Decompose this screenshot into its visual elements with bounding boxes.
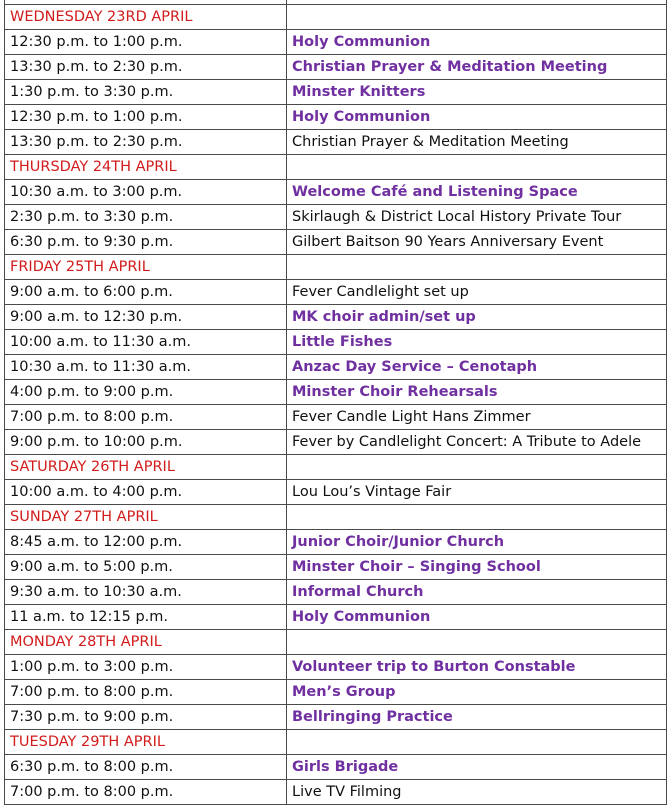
event-cell: Holy Communion: [287, 30, 667, 55]
event-row: [5, 530, 667, 555]
event-row: [5, 755, 667, 780]
event-row: [5, 330, 667, 355]
time-cell: 7:30 p.m. to 9:00 p.m.: [5, 705, 287, 730]
event-row: [5, 430, 667, 455]
time-cell: 6:30 p.m. to 8:00 p.m.: [5, 755, 287, 780]
event-cell: Minster Choir Rehearsals: [287, 380, 667, 405]
event-row: [5, 55, 667, 80]
event-cell: Holy Communion: [287, 605, 667, 630]
event-row: [5, 655, 667, 680]
schedule-table: [4, 0, 667, 805]
day-heading: MONDAY 28TH APRIL: [5, 630, 287, 655]
event-cell: Welcome Café and Listening Space: [287, 180, 667, 205]
event-cell: [287, 455, 667, 480]
event-row: [5, 605, 667, 630]
event-row: [5, 355, 667, 380]
time-cell: 6:30 p.m. to 9:30 p.m.: [5, 230, 287, 255]
time-cell: 12:30 p.m. to 1:00 p.m.: [5, 105, 287, 130]
event-row: [5, 280, 667, 305]
day-heading-row: [5, 505, 667, 530]
event-cell: Live TV Filming: [287, 780, 667, 805]
day-heading-row: [5, 730, 667, 755]
event-row: [5, 380, 667, 405]
event-cell: Holy Communion: [287, 105, 667, 130]
event-cell: Lou Lou’s Vintage Fair: [287, 480, 667, 505]
event-cell: [287, 505, 667, 530]
time-cell: 9:00 a.m. to 12:30 p.m.: [5, 305, 287, 330]
event-cell: MK choir admin/set up: [287, 305, 667, 330]
event-row: [5, 30, 667, 55]
event-cell: Girls Brigade: [287, 755, 667, 780]
time-cell: 9:00 a.m. to 5:00 p.m.: [5, 555, 287, 580]
event-cell: Bellringing Practice: [287, 705, 667, 730]
event-cell: Volunteer trip to Burton Constable: [287, 655, 667, 680]
time-cell: 10:00 a.m. to 4:00 p.m.: [5, 480, 287, 505]
day-heading: TUESDAY 29TH APRIL: [5, 730, 287, 755]
time-cell: 7:00 p.m. to 8:00 p.m.: [5, 780, 287, 805]
day-heading: WEDNESDAY 23RD APRIL: [5, 5, 287, 30]
event-cell: Christian Prayer & Meditation Meeting: [287, 130, 667, 155]
event-row: [5, 305, 667, 330]
event-cell: Informal Church: [287, 580, 667, 605]
event-cell: [287, 630, 667, 655]
event-cell: [287, 255, 667, 280]
day-heading-row: [5, 255, 667, 280]
time-cell: 7:00 p.m. to 8:00 p.m.: [5, 680, 287, 705]
day-heading: THURSDAY 24TH APRIL: [5, 155, 287, 180]
time-cell: 1:30 p.m. to 3:30 p.m.: [5, 80, 287, 105]
event-row: [5, 480, 667, 505]
time-cell: 13:30 p.m. to 2:30 p.m.: [5, 130, 287, 155]
event-row: [5, 205, 667, 230]
day-heading-row: [5, 155, 667, 180]
event-cell: Men’s Group: [287, 680, 667, 705]
event-row: [5, 555, 667, 580]
day-heading-row: [5, 455, 667, 480]
event-cell: Gilbert Baitson 90 Years Anniversary Event: [287, 230, 667, 255]
event-cell: Skirlaugh & District Local History Private Tour: [287, 205, 667, 230]
event-row: [5, 80, 667, 105]
time-cell: 10:30 a.m. to 11:30 a.m.: [5, 355, 287, 380]
event-row: [5, 130, 667, 155]
day-heading: FRIDAY 25TH APRIL: [5, 255, 287, 280]
event-row: [5, 780, 667, 805]
event-cell: [287, 730, 667, 755]
time-cell: 7:00 p.m. to 8:00 p.m.: [5, 405, 287, 430]
event-cell: Anzac Day Service – Cenotaph: [287, 355, 667, 380]
event-row: [5, 180, 667, 205]
event-row: [5, 405, 667, 430]
event-cell: Minster Choir – Singing School: [287, 555, 667, 580]
day-heading: SUNDAY 27TH APRIL: [5, 505, 287, 530]
event-cell: Minster Knitters: [287, 80, 667, 105]
event-cell: Junior Choir/Junior Church: [287, 530, 667, 555]
event-cell: Little Fishes: [287, 330, 667, 355]
day-heading-row: [5, 5, 667, 30]
event-cell: [287, 155, 667, 180]
time-cell: 9:00 a.m. to 6:00 p.m.: [5, 280, 287, 305]
event-row: [5, 705, 667, 730]
event-cell: [287, 5, 667, 30]
time-cell: 12:30 p.m. to 1:00 p.m.: [5, 30, 287, 55]
time-cell: 8:45 a.m. to 12:00 p.m.: [5, 530, 287, 555]
time-cell: 10:00 a.m. to 11:30 a.m.: [5, 330, 287, 355]
time-cell: 9:00 p.m. to 10:00 p.m.: [5, 430, 287, 455]
schedule-body: [5, 0, 667, 805]
time-cell: 13:30 p.m. to 2:30 p.m.: [5, 55, 287, 80]
time-cell: 2:30 p.m. to 3:30 p.m.: [5, 205, 287, 230]
time-cell: 9:30 a.m. to 10:30 a.m.: [5, 580, 287, 605]
event-row: [5, 680, 667, 705]
time-cell: 10:30 a.m. to 3:00 p.m.: [5, 180, 287, 205]
event-cell: Christian Prayer & Meditation Meeting: [287, 55, 667, 80]
time-cell: 11 a.m. to 12:15 p.m.: [5, 605, 287, 630]
event-row: [5, 580, 667, 605]
event-row: [5, 105, 667, 130]
event-cell: Fever by Candlelight Concert: A Tribute to Adele: [287, 430, 667, 455]
day-heading: SATURDAY 26TH APRIL: [5, 455, 287, 480]
day-heading-row: [5, 630, 667, 655]
event-cell: Fever Candlelight set up: [287, 280, 667, 305]
event-cell: Fever Candle Light Hans Zimmer: [287, 405, 667, 430]
time-cell: 4:00 p.m. to 9:00 p.m.: [5, 380, 287, 405]
event-row: [5, 230, 667, 255]
time-cell: 1:00 p.m. to 3:00 p.m.: [5, 655, 287, 680]
